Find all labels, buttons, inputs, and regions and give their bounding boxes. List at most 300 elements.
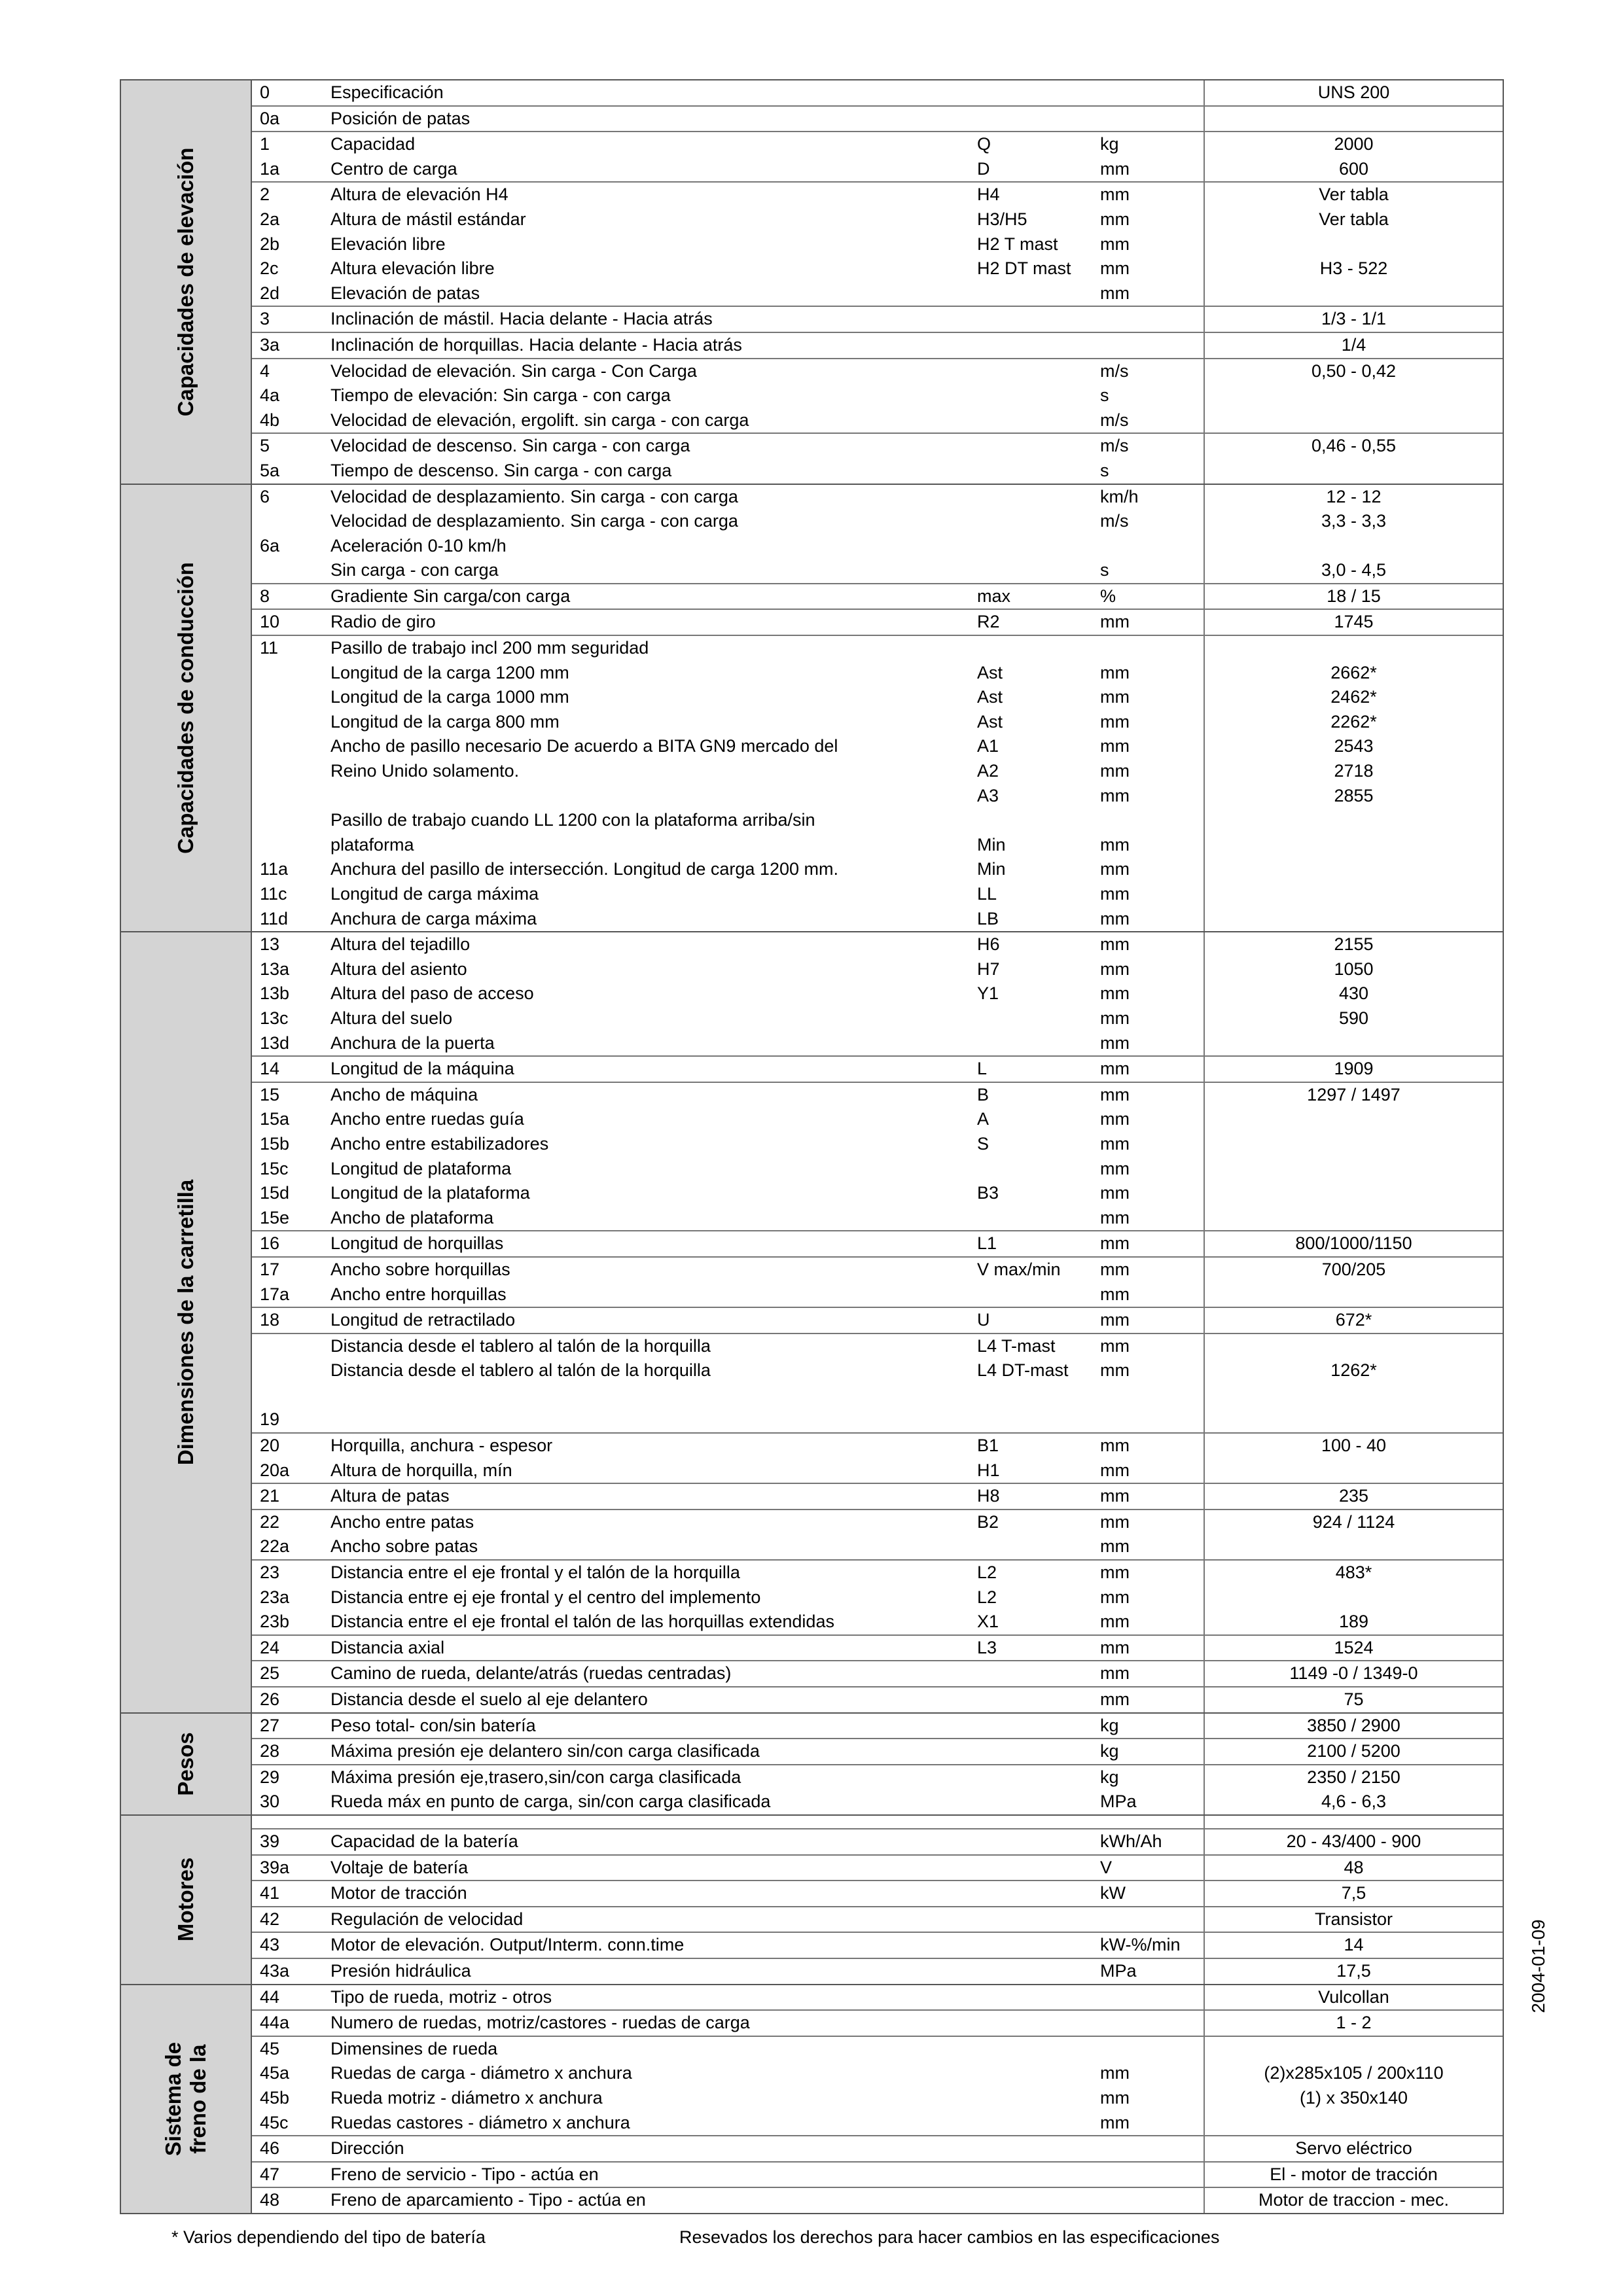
row-number [252,1458,327,1483]
row-unit: m/s [1100,511,1129,531]
spec-group [121,80,1503,484]
row-number [252,1258,327,1282]
row-unit: kWh/Ah [1100,1831,1162,1851]
row-description: Anchura del pasillo de intersección. Longitud de carga 1200 mm. [330,859,838,879]
row-description: Elevación libre [330,234,446,254]
row-number [252,207,327,232]
row-description: Tiempo de descenso. Sin carga - con carga [330,460,672,480]
row-description: Presión hidráulica [330,1960,471,1981]
row-unit [1100,80,1204,105]
row-description: Ancho entre estabilizadores [330,1133,549,1154]
row-description: Pasillo de trabajo cuando LL 1200 con la plataforma arriba/sin plataforma [330,810,815,855]
row-number-text: 11a [260,859,289,879]
row-value [1204,107,1503,132]
row-value: Transistor [1204,1907,1503,1932]
row-number [252,2037,327,2062]
row-value: 800/1000/1150 [1204,1231,1503,1256]
row-description: Velocidad de elevación, ergolift. sin carga - con carga [330,410,749,430]
row-number [252,1561,327,1585]
row-description: Radio de giro [330,612,436,632]
table-row [252,1828,1503,1854]
row-description: Máxima presión eje,trasero,sin/con carga clasificada [330,1767,741,1787]
row-number [252,434,327,459]
row-value: Servo eléctrico [1204,2136,1503,2161]
row-number [252,1534,327,1559]
row-symbol [977,509,1100,558]
row-symbol: Ast [977,711,1003,732]
row-number [252,1959,327,1984]
table-row [252,1432,1503,1458]
row-value: 2462* [1204,685,1503,710]
row-symbol [977,434,1100,459]
table-row [252,157,1503,182]
table-row [252,459,1503,484]
row-value: 1745 [1204,610,1503,635]
row-number [252,636,327,661]
row-value [1204,857,1503,882]
row-symbol [977,2037,1100,2062]
row-number-text: 15d [260,1183,290,1203]
table-row [252,1534,1503,1559]
group-label: Motores [173,1858,198,1942]
row-number [252,1585,327,1610]
row-number [252,2188,327,2213]
row-number [252,80,327,105]
row-unit: mm [1100,959,1130,979]
table-row [252,1031,1503,1056]
row-value: (2)x285x105 / 200x110 [1204,2061,1503,2086]
row-value: Vulcollan [1204,1985,1503,2010]
row-number-text: 2d [260,283,280,303]
row-number [252,307,327,332]
table-row [252,207,1503,232]
row-value: 1149 -0 / 1349-0 [1204,1661,1503,1686]
row-value: 2350 / 2150 [1204,1765,1503,1790]
row-unit [1100,1816,1204,1828]
row-unit: mm [1100,1059,1130,1079]
row-value: 2155 [1204,932,1503,957]
table-row [252,1055,1503,1082]
row-value: Ver tabla [1204,207,1503,232]
row-number [252,1907,327,1932]
row-value [1204,1282,1503,1307]
row-symbol [977,1534,1100,1559]
row-number [252,1083,327,1108]
table-row [252,1509,1503,1535]
row-description: Freno de aparcamiento - Tipo - actúa en [330,2190,646,2210]
table-row [252,1458,1503,1483]
row-description: Inclinación de horquillas. Hacia delante - Hacia atrás [330,334,742,355]
row-symbol [977,1933,1100,1958]
row-value: 4,6 - 6,3 [1204,1790,1503,1814]
row-symbol [977,1829,1100,1854]
row-number [252,1031,327,1056]
row-number-text: 11d [260,908,289,928]
row-symbol: L2 [977,1563,997,1583]
row-description: Altura del asiento [330,959,467,979]
row-value [1204,1534,1503,1559]
row-number [252,1881,327,1906]
row-value: 1262* [1204,1334,1503,1432]
row-number [252,734,327,808]
table-row [252,1256,1503,1282]
row-number [252,2163,327,2187]
row-unit: mm [1100,1612,1130,1632]
table-row [252,383,1503,408]
row-number-text: 17 [260,1259,280,1279]
row-number [252,1610,327,1634]
row-value: 7,5 [1204,1881,1503,1906]
table-row [252,932,1503,957]
row-description: Ruedas de carga - diámetro x anchura [330,2063,632,2083]
row-number [252,1206,327,1231]
row-description: Velocidad de descenso. Sin carga - con carga [330,436,690,456]
side-date-text: 2004-01-09 [1528,1919,1548,2013]
row-unit: mm [1100,1689,1130,1709]
table-row [252,1764,1503,1790]
row-value [1204,459,1503,484]
row-number [252,1829,327,1854]
row-symbol: H6 [977,934,1000,955]
row-symbol: LB [977,908,999,928]
row-symbol [977,636,1100,661]
row-number [252,2136,327,2161]
row-unit: mm mm mm [1100,736,1130,805]
row-unit: m/s [1100,436,1129,456]
row-value: 590 [1204,1006,1503,1031]
row-symbol [977,1206,1100,1231]
row-symbol: B [977,1084,990,1104]
row-unit: mm [1100,158,1130,179]
row-number [252,1231,327,1256]
table-row [252,1157,1503,1182]
table-row [252,485,1503,510]
row-number [252,1856,327,1881]
row-unit: mm [1100,185,1130,205]
row-number-text: 24 [260,1637,280,1657]
group-label: Sistema de freno de la [161,2041,210,2156]
row-description: Longitud de plataforma [330,1158,512,1178]
row-symbol: H2 DT mast [977,258,1071,279]
row-unit: mm [1100,1158,1130,1178]
row-unit [1100,636,1204,661]
row-symbol: LL [977,884,997,904]
row-symbol [977,1661,1100,1686]
row-description: Ruedas castores - diámetro x anchura [330,2112,630,2132]
row-value: H3 - 522 [1204,256,1503,281]
row-number-text: 15a [260,1109,290,1129]
rights-notice: Resevados los derechos para hacer cambios en las especificaciones [679,2227,1220,2247]
row-symbol [977,2188,1100,2213]
row-value: 3,3 - 3,3 [1204,509,1503,558]
row-number [252,1714,327,1739]
row-description: Motor de elevación. Output/Interm. conn.time [330,1935,685,1955]
row-unit: mm [1100,1663,1130,1684]
row-description: Dimensines de rueda [330,2038,498,2058]
row-number [252,981,327,1006]
row-unit [1100,1907,1204,1932]
row-unit [1100,333,1204,358]
row-number [252,281,327,306]
table-row [252,2161,1503,2187]
row-symbol: H1 [977,1460,1000,1480]
row-symbol [977,281,1100,306]
row-value [1204,808,1503,857]
row-value: UNS 200 [1204,80,1503,105]
row-description [327,1816,977,1828]
row-unit: mm [1100,258,1130,279]
row-symbol [977,2111,1100,2136]
row-number [252,661,327,686]
row-description: Capacidad de la batería [330,1831,518,1851]
row-unit: s [1100,460,1109,480]
row-number-text: 4 [260,361,270,381]
row-number [252,1181,327,1206]
row-number [252,857,327,882]
row-number-text: 2a [260,209,280,229]
row-description: Gradiente Sin carga/con carga [330,586,571,606]
row-number [252,1816,327,1828]
row-description: Longitud de la máquina [330,1059,514,1079]
table-row [252,131,1503,157]
table-row [252,105,1503,132]
table-row [252,2036,1503,2062]
row-number-text: 15e [260,1207,290,1227]
row-unit: V [1100,1857,1113,1877]
row-description: Rueda motriz - diámetro x anchura [330,2087,603,2108]
row-description: Altura elevación libre [330,258,495,279]
row-unit: km/h [1100,486,1139,506]
row-description: Voltaje de batería [330,1857,469,1877]
row-number-text: 19 [260,1409,280,1430]
row-symbol: Q [977,134,991,154]
row-unit: mm [1100,1536,1130,1557]
row-unit: mm [1100,1284,1130,1304]
table-row [252,1333,1503,1432]
table-row [252,710,1503,735]
row-unit: kW [1100,1883,1126,1903]
row-symbol [977,333,1100,358]
row-description: Horquilla, anchura - espesor [330,1436,553,1456]
row-number-text: 18 [260,1310,280,1330]
row-value: 48 [1204,1856,1503,1881]
row-number-text: 1a [260,158,280,179]
row-value: 17,5 [1204,1959,1503,1984]
row-symbol [977,2086,1100,2111]
table-row [252,907,1503,932]
row-description: Altura de patas [330,1486,450,1506]
row-number-text: 3 [260,309,270,329]
group-label-cell [121,1985,252,2213]
row-number [252,907,327,932]
group-rows [252,1985,1503,2213]
row-symbol [977,558,1100,583]
row-description: Distancia entre el eje frontal y el talón de la horquilla [330,1563,740,1583]
row-number-text: 1 [260,134,270,154]
row-description: Longitud de retractilado [330,1310,516,1330]
row-number [252,1434,327,1458]
row-value: 1/4 [1204,333,1503,358]
row-number [252,1484,327,1509]
row-description: Distancia entre ej eje frontal y el centro del implemento [330,1587,761,1607]
table-row [252,1985,1503,2010]
row-symbol [977,485,1100,510]
specification-table [120,79,1504,2214]
row-unit: mm [1100,1233,1130,1254]
row-number [252,132,327,157]
row-unit: s [1100,385,1109,406]
row-unit: kW-%/min [1100,1935,1181,1955]
row-number [252,157,327,182]
row-number-text: 11c [260,884,287,904]
row-symbol: max [977,586,1011,606]
row-description: Inclinación de mástil. Hacia delante - Hacia atrás [330,309,713,329]
row-value: Ver tabla [1204,183,1503,207]
row-unit: mm [1100,1084,1130,1104]
row-value: 1/3 - 1/1 [1204,307,1503,332]
row-value: 2000 [1204,132,1503,157]
row-number-text: 15 [260,1084,280,1104]
group-label: Capacidades de elevación [173,147,198,417]
row-value [1204,2037,1503,2062]
row-symbol [977,1790,1100,1814]
table-row [252,2187,1503,2213]
row-number [252,610,327,635]
table-row [252,734,1503,808]
row-value: 1 - 2 [1204,2011,1503,2036]
row-value: 1909 [1204,1057,1503,1082]
row-unit: MPa [1100,1792,1137,1812]
row-value: (1) x 350x140 [1204,2086,1503,2111]
row-number [252,256,327,281]
row-description: Elevación de patas [330,283,480,303]
group-label-cell [121,1714,252,1814]
row-number-text: 45b [260,2087,290,2108]
row-unit [1100,2037,1204,2062]
row-value: 14 [1204,1933,1503,1958]
row-number [252,2111,327,2136]
row-number-text: 13b [260,983,290,1004]
row-unit [1100,107,1204,132]
row-value [1204,882,1503,907]
table-row [252,80,1503,105]
row-number-text: 42 [260,1909,280,1929]
row-unit: mm [1100,1207,1130,1227]
row-value: 600 [1204,157,1503,182]
row-description: Ancho entre horquillas [330,1284,507,1304]
row-value [1204,408,1503,433]
row-number-text: 23 [260,1563,280,1583]
row-description: Velocidad de elevación. Sin carga - Con Carga [330,361,697,381]
row-value: 430 [1204,981,1503,1006]
row-unit: mm [1100,1033,1130,1053]
row-number-text: 2 [260,185,270,205]
row-number-text: 15b [260,1133,290,1154]
row-value: 12 - 12 [1204,485,1503,510]
row-value: 483* [1204,1561,1503,1585]
row-value: 3,0 - 4,5 [1204,558,1503,583]
row-number [252,2086,327,2111]
row-unit: m/s [1100,410,1129,430]
row-number-text: 13c [260,1008,289,1028]
row-symbol: B2 [977,1511,999,1532]
table-row [252,685,1503,710]
row-number [252,2061,327,2086]
row-symbol [977,1856,1100,1881]
row-value: 189 [1204,1610,1503,1634]
row-symbol: A [977,1109,990,1129]
row-number [252,1308,327,1333]
row-description: Tiempo de elevación: Sin carga - con carga [330,385,671,406]
table-row [252,1230,1503,1256]
row-number-text: 43 [260,1935,280,1955]
row-description: Ancho sobre patas [330,1536,478,1557]
row-number-text: 5 [260,436,270,456]
row-symbol: Ast [977,687,1003,707]
row-unit: mm [1100,934,1130,955]
row-value [1204,1181,1503,1206]
row-unit: mm [1100,283,1130,303]
row-number [252,1282,327,1307]
row-value: Motor de traccion - mec. [1204,2188,1503,2213]
table-row [252,1854,1503,1881]
group-label-cell [121,932,252,1712]
row-value [1204,281,1503,306]
table-row [252,509,1503,558]
table-row [252,661,1503,686]
table-row [252,1132,1503,1157]
row-unit: mm [1100,1133,1130,1154]
table-row [252,408,1503,433]
row-value [1204,1585,1503,1610]
row-symbol: X1 [977,1612,999,1632]
table-row [252,1958,1503,1984]
row-symbol [977,1157,1100,1182]
row-number-text: 8 [260,586,270,606]
row-number [252,1687,327,1712]
group-label-cell [121,80,252,484]
row-number-text: 23b [260,1612,290,1632]
group-label: Pesos [173,1732,198,1796]
row-number-text: 28 [260,1741,280,1761]
row-number [252,957,327,982]
row-unit: mm [1100,2112,1130,2132]
table-row [252,1181,1503,1206]
row-description: Capacidad [330,134,416,154]
row-symbol [977,1006,1100,1031]
row-number-text: 39a [260,1857,290,1877]
row-unit: mm [1100,2087,1130,2108]
row-value: 100 - 40 [1204,1434,1503,1458]
table-row [252,1206,1503,1231]
row-number-text: 0a [260,108,280,128]
table-row [252,857,1503,882]
table-row [252,1906,1503,1932]
row-unit: s [1100,560,1109,580]
row-value [1204,383,1503,408]
row-number [252,359,327,384]
row-symbol: L2 [977,1587,997,1607]
row-symbol [977,1687,1100,1712]
group-rows [252,1816,1503,1984]
row-value [1204,1031,1503,1056]
row-number [252,808,327,857]
row-unit: mm [1100,1183,1130,1203]
row-number-text: 6 [260,486,270,506]
row-unit: mm [1100,1310,1130,1330]
row-value: 0,46 - 0,55 [1204,434,1503,459]
row-number [252,1334,327,1432]
